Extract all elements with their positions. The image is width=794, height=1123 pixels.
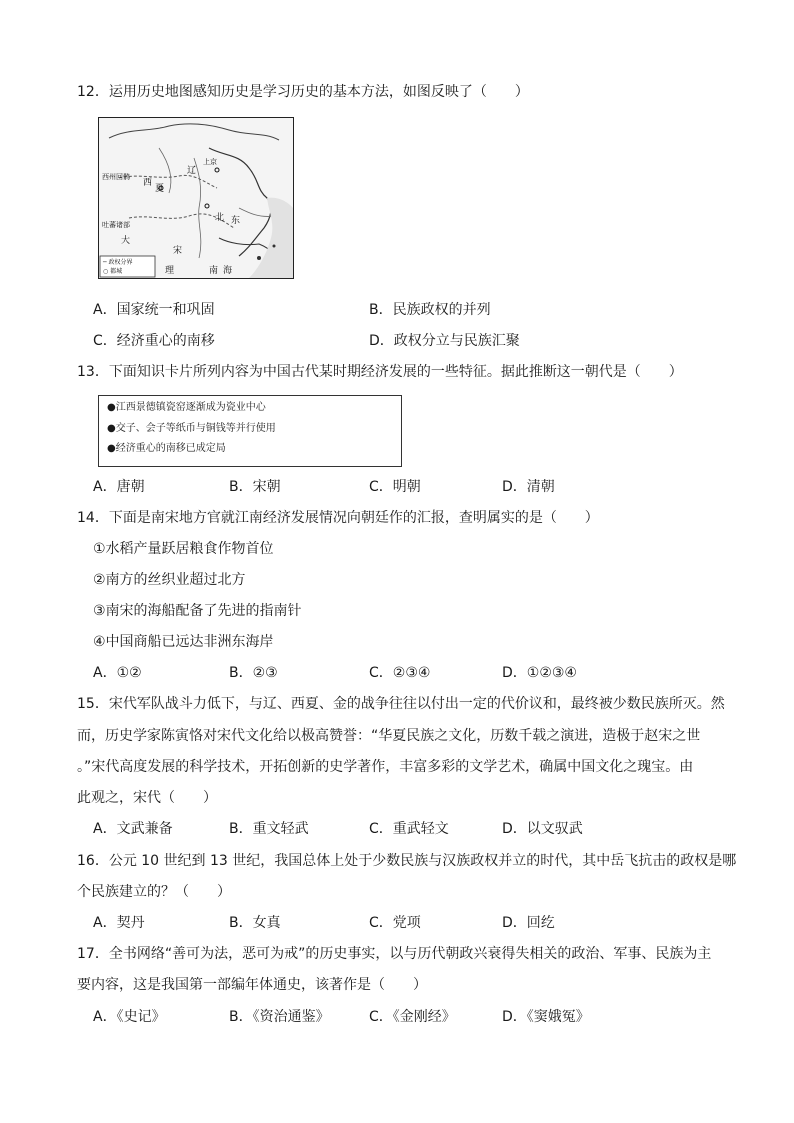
q14-item-4: ④中国商船已远达非洲东海岸 [93,634,274,650]
q13-knowledge-card [98,395,402,467]
map-label-xia: 夏 [155,184,165,194]
q16-line-2: 个民族建立的？（ ） [77,884,231,900]
q13-stem: 13．下面知识卡片所列内容为中国古代某时期经济发展的一些特征。据此推断这一朝代是（ ） [77,364,683,380]
q16-line-1: 16．公元 10 世纪到 13 世纪，我国总体上处于少数民族与汉族政权并立的时代，其中岳飞抗击的政权是哪 [77,853,737,869]
q13-option-d[interactable]: D．清朝 [502,479,555,495]
q15-option-a[interactable]: A．文武兼备 [93,821,173,837]
q17-option-a[interactable]: A．《史记》 [93,1009,166,1025]
q12-option-b[interactable]: B．民族政权的并列 [369,302,491,318]
map-label-xi: 西 [143,178,153,188]
q14-item-1: ①水稻产量跃居粮食作物首位 [93,541,274,557]
q15-option-b[interactable]: B．重文轻武 [229,821,309,837]
q14-stem: 14．下面是南宋地方官就江南经济发展情况向朝廷作的汇报，查明属实的是（ ） [77,510,599,526]
q16-option-d[interactable]: D．回纥 [502,915,555,931]
map-label-nan: 南 [209,266,219,276]
q12-option-a[interactable]: A．国家统一和巩固 [93,302,215,318]
q15-line-3: 。”宋代高度发展的科学技术，开拓创新的史学著作，丰富多彩的文学艺术，确属中国文化之瑰宝。由 [77,759,694,775]
q16-option-a[interactable]: A．契丹 [93,915,145,931]
q14-option-d[interactable]: D．①②③④ [502,665,577,681]
card-line-1: ●江西景德镇瓷窑逐渐成为瓷业中心 [107,402,266,413]
q17-option-c[interactable]: C．《金刚经》 [369,1009,456,1025]
q14-item-3: ③南宋的海船配备了先进的指南针 [93,603,302,619]
map-drawing [99,118,293,278]
map-label-liao: 辽 [187,166,197,176]
map-label-hai: 海 [223,266,233,276]
map-label-tubo: 吐蕃诸部 [102,221,130,229]
q17-option-d[interactable]: D．《窦娥冤》 [502,1009,590,1025]
q16-option-b[interactable]: B．女真 [229,915,281,931]
q12-historical-map [98,117,294,279]
map-label-li: 理 [165,266,175,276]
map-label-xizhou-huigu: 西州回鹘 [102,173,130,181]
q17-option-b[interactable]: B．《资治通鉴》 [229,1009,330,1025]
card-line-3: ●经济重心的南移已成定局 [107,443,226,454]
q15-line-2: 而，历史学家陈寅恪对宋代文化给以极高赞誉：“华夏民族之文化，历数千载之演进，造极于赵宋之世 [77,728,701,744]
q12-option-c[interactable]: C．经济重心的南移 [93,333,215,349]
q13-option-a[interactable]: A．唐朝 [93,479,145,495]
map-label-song: 宋 [173,246,183,256]
q15-option-d[interactable]: D．以文驭武 [502,821,583,837]
q13-option-b[interactable]: B．宋朝 [229,479,281,495]
q12-option-d[interactable]: D．政权分立与民族汇聚 [369,333,520,349]
q15-option-c[interactable]: C．重武轻文 [369,821,449,837]
q16-option-c[interactable]: C．党项 [369,915,421,931]
q14-option-c[interactable]: C．②③④ [369,665,431,681]
q14-option-b[interactable]: B．②③ [229,665,278,681]
q15-line-4: 此观之，宋代（ ） [77,790,217,806]
q14-item-2: ②南方的丝织业超过北方 [93,572,246,588]
q14-option-a[interactable]: A．①② [93,665,142,681]
map-label-dong: 东 [231,216,241,226]
map-label-shangjing: 上京 [203,158,217,166]
map-label-da: 大 [121,236,131,246]
map-legend-border: ─ 政权分界 [103,259,133,266]
q13-option-c[interactable]: C．明朝 [369,479,421,495]
q17-line-1: 17．全书网络“善可为法，恶可为戒”的历史事实，以与历代朝政兴衰得失相关的政治、军事、民族为主 [77,946,712,962]
card-line-2: ●交子、会子等纸币与铜钱等并行使用 [107,423,276,434]
map-label-bei: 北 [215,213,225,223]
q17-line-2: 要内容，这是我国第一部编年体通史，该著作是（ ） [77,977,427,993]
q15-line-1: 15．宋代军队战斗力低下，与辽、西夏、金的战争往往以付出一定的代价议和，最终被少数民族所灭。然 [77,696,725,712]
q12-stem: 12．运用历史地图感知历史是学习历史的基本方法，如图反映了（ ） [77,84,529,100]
map-legend-capital: ○ 都城 [103,268,123,275]
